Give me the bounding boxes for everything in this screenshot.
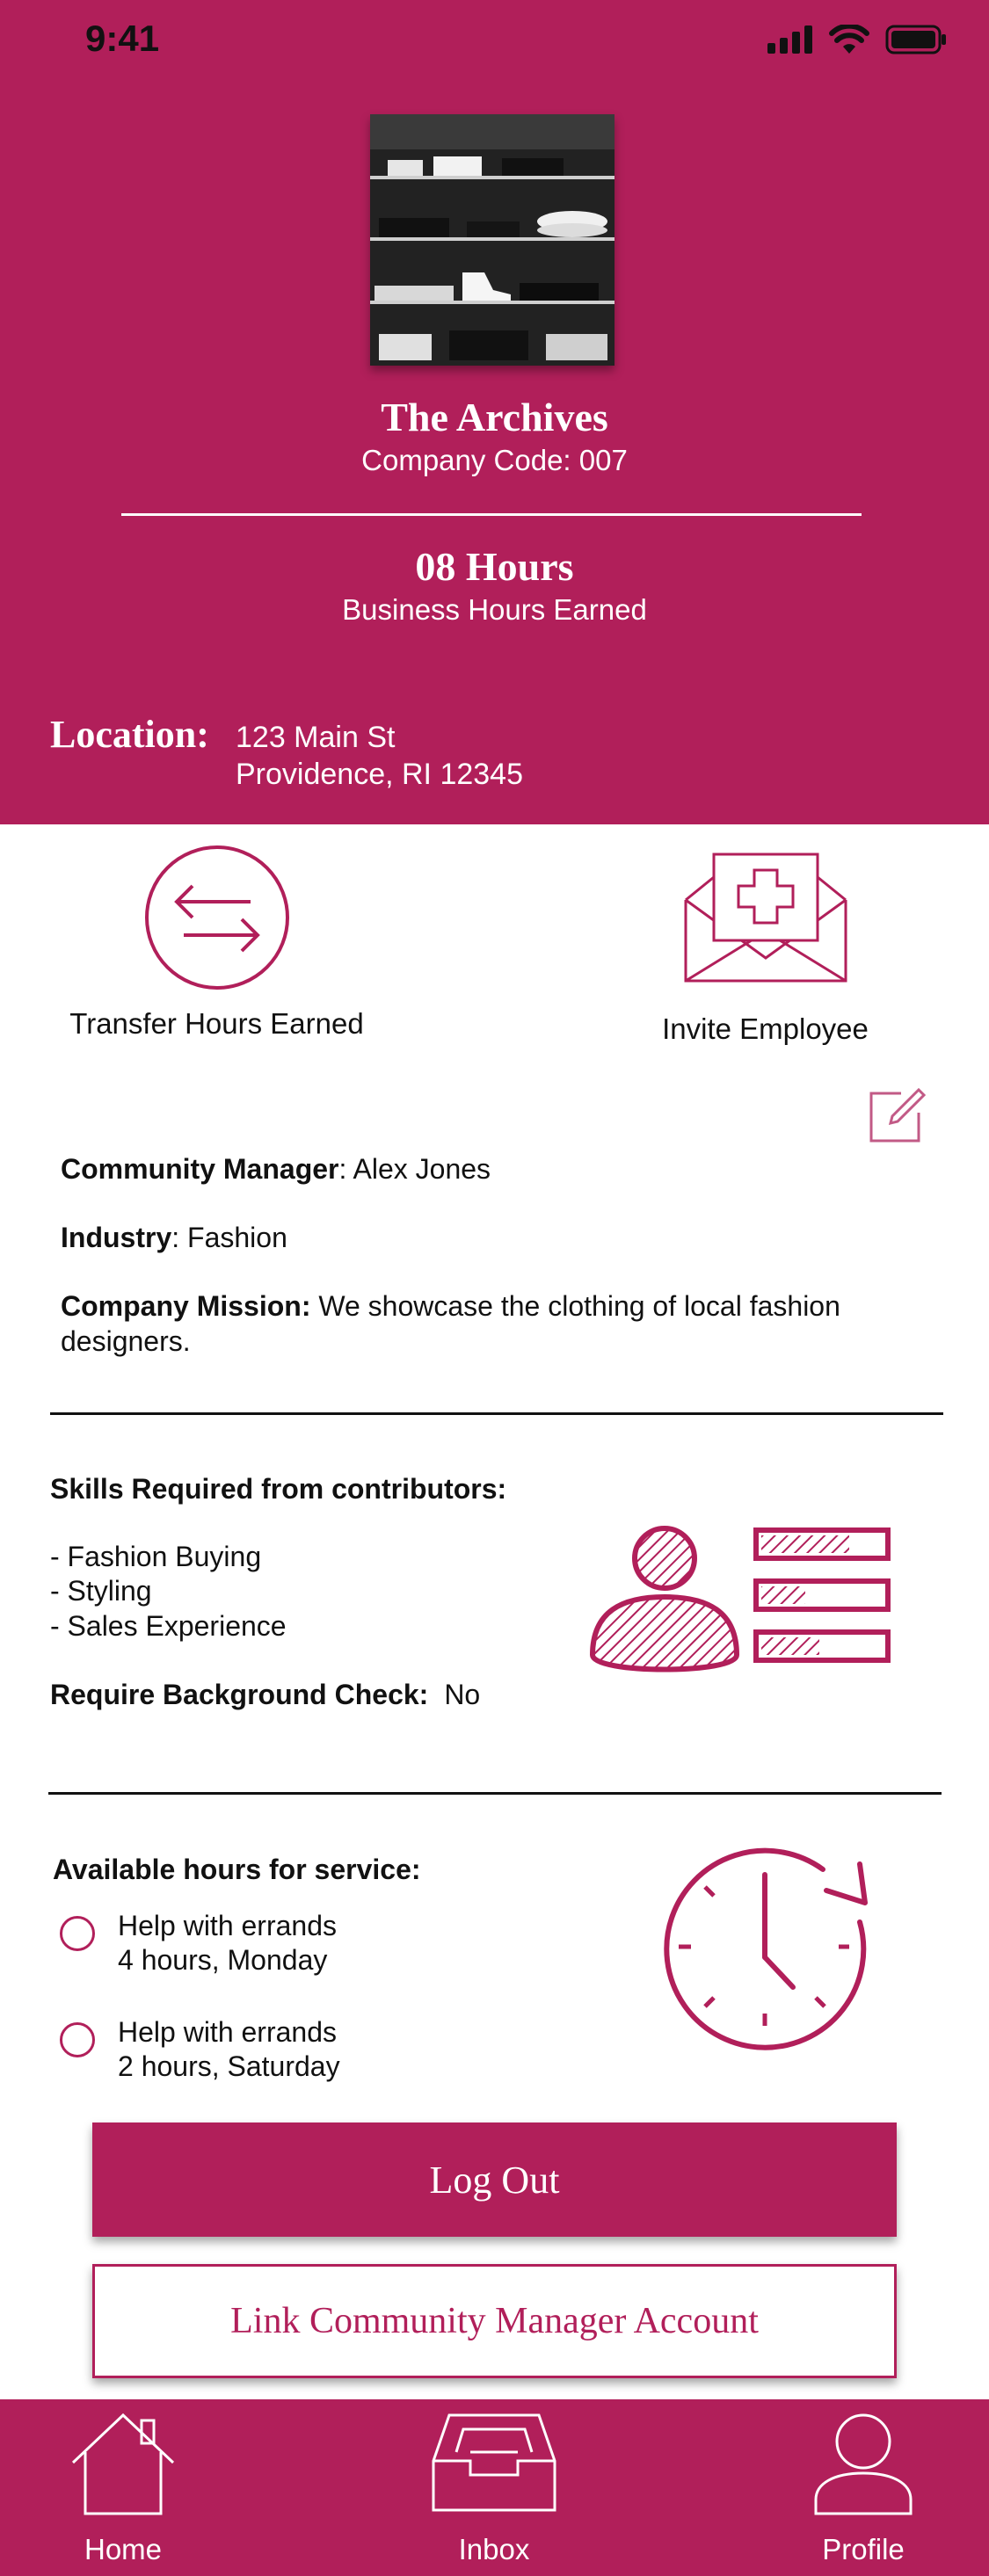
status-icons	[767, 25, 947, 54]
tab-inbox-label: Inbox	[458, 2533, 530, 2565]
community-manager-key: Community Manager	[61, 1153, 339, 1185]
availability-option-title: Help with errands	[118, 1910, 337, 1941]
skill-item: - Sales Experience	[50, 1610, 287, 1642]
transfer-hours-action[interactable]	[39, 844, 395, 1041]
clock-refresh-icon	[661, 1841, 881, 2052]
background-check-value: No	[444, 1679, 481, 1710]
tab-home[interactable]	[44, 2399, 202, 2576]
header-divider	[121, 513, 862, 516]
availability-option-text	[118, 1909, 337, 1977]
industry-key: Industry	[61, 1222, 172, 1253]
tab-inbox[interactable]	[415, 2399, 573, 2576]
section-divider	[48, 1792, 942, 1795]
location-address-line2: Providence, RI 12345	[236, 758, 523, 791]
company-code: Company Code: 007	[361, 444, 628, 476]
availability-option-title: Help with errands	[118, 2016, 337, 2048]
community-manager-row	[61, 1151, 931, 1186]
link-community-manager-button[interactable]: Link Community Manager Account	[92, 2264, 897, 2378]
availability-title: Available hours for service:	[53, 1854, 421, 1885]
section-divider	[50, 1412, 943, 1415]
wifi-icon	[829, 25, 869, 54]
availability-option-detail: 2 hours, Saturday	[118, 2050, 340, 2082]
availability-option-text	[118, 2015, 340, 2084]
home-icon	[69, 2412, 177, 2517]
industry-value: : Fashion	[171, 1222, 287, 1253]
tab-profile[interactable]	[784, 2399, 942, 2576]
profile-user-icon	[812, 2412, 914, 2517]
company-mission-row	[61, 1288, 931, 1359]
industry-row	[61, 1220, 931, 1255]
inbox-tray-icon	[430, 2412, 558, 2514]
community-manager-value: : Alex Jones	[338, 1153, 491, 1185]
company-mission-value: We showcase the clothing of local fashion designers.	[61, 1290, 840, 1357]
log-out-button[interactable]: Log Out	[92, 2122, 897, 2237]
hours-earned-label: Business Hours Earned	[342, 593, 647, 626]
hours-earned-value: 08 Hours	[415, 544, 574, 589]
location-address-line1: 123 Main St	[236, 721, 396, 754]
invite-envelope-icon	[682, 851, 849, 984]
availability-radio[interactable]	[60, 2022, 95, 2057]
transfer-hours-label: Transfer Hours Earned	[69, 1007, 364, 1040]
skills-title: Skills Required from contributors:	[50, 1473, 507, 1505]
edit-icon[interactable]	[866, 1083, 929, 1146]
location-label: Location:	[50, 713, 209, 756]
company-photo	[370, 114, 614, 366]
invite-employee-label: Invite Employee	[662, 1012, 869, 1045]
availability-radio[interactable]	[60, 1916, 95, 1951]
status-time: 9:41	[85, 18, 160, 59]
tab-profile-label: Profile	[822, 2533, 905, 2565]
skill-item: - Styling	[50, 1575, 152, 1607]
invite-employee-action[interactable]	[587, 851, 943, 1046]
company-name: The Archives	[381, 395, 608, 439]
status-bar	[0, 0, 989, 83]
background-check-key: Require Background Check:	[50, 1679, 429, 1710]
battery-icon	[885, 25, 947, 54]
company-header	[0, 0, 989, 824]
transfer-arrows-icon	[143, 844, 291, 991]
tab-home-label: Home	[84, 2533, 163, 2565]
company-mission-key: Company Mission:	[61, 1290, 311, 1322]
cellular-signal-icon	[767, 25, 813, 54]
background-check-row	[50, 1679, 480, 1711]
skill-item: - Fashion Buying	[50, 1541, 262, 1572]
availability-option-detail: 4 hours, Monday	[118, 1944, 328, 1976]
skills-profile-icon	[587, 1523, 895, 1681]
bottom-tab-bar	[0, 2399, 989, 2576]
